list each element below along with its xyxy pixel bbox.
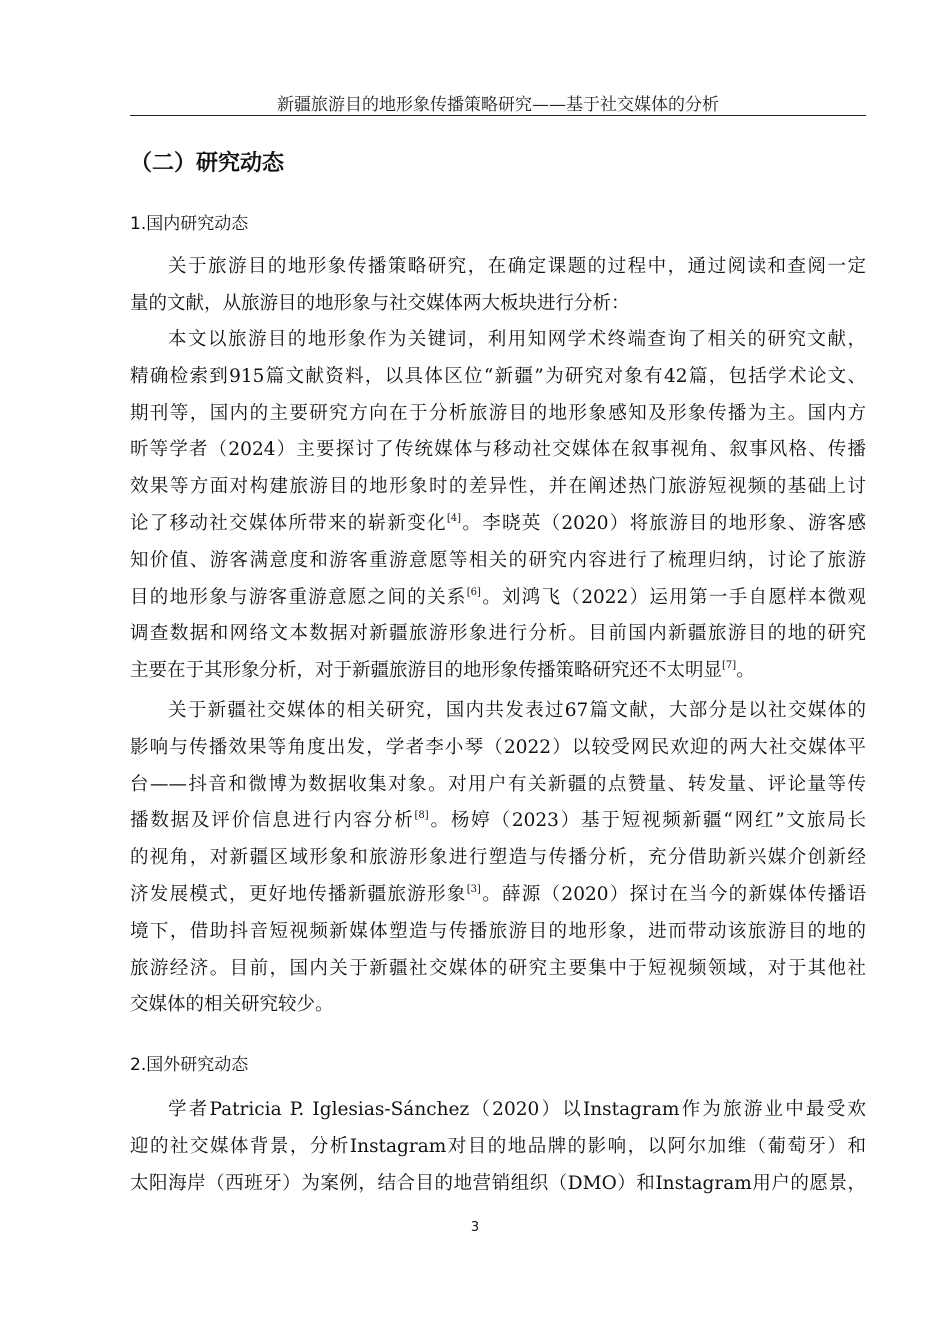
text-line: [130, 1166, 866, 1203]
text-segment: 。刘鸿飞（2022）运用第一手自愿样本微观: [480, 586, 866, 608]
running-header: 新疆旅游目的地形象传播策略研究——基于社交媒体的分析: [277, 95, 719, 115]
citation-ref: [8]: [414, 810, 429, 822]
text-segment: 关于旅游目的地形象传播策略研究，在确定课题的过程中，通过阅读和查阅一定: [168, 256, 866, 277]
text-line: [130, 987, 866, 1024]
text-line: [130, 803, 866, 840]
text-line: [130, 432, 866, 469]
text-line: [130, 359, 866, 396]
text-line: [130, 877, 866, 914]
text-segment: 精确检索到915篇文献资料，以具体区位“新疆”为研究对象有42篇，包括学术论文、: [130, 365, 866, 387]
subsection-title-domestic: 1.国内研究动态: [130, 214, 249, 234]
text-line: [130, 580, 866, 617]
text-line: [130, 653, 866, 690]
text-segment: 知价值、游客满意度和游客重游意愿等相关的研究内容进行了梳理归纳，讨论了旅游: [130, 549, 866, 571]
text-segment: 台——抖音和微博为数据收集对象。对用户有关新疆的点赞量、转发量、评论量等传: [130, 773, 866, 795]
paragraph: [130, 322, 866, 690]
text-line: [130, 322, 866, 359]
text-line: [130, 286, 866, 323]
text-segment: 旅游经济。目前，国内关于新疆社交媒体的研究主要集中于短视频领域，对于其他社: [130, 957, 866, 979]
text-line: [130, 249, 866, 286]
section-title: （二）研究动态: [130, 151, 285, 176]
text-segment: 的视角，对新疆区域形象和旅游形象进行塑造与传播分析，充分借助新兴媒介创新经: [130, 847, 866, 869]
text-segment: 影响与传播效果等角度出发，学者李小琴（2022）以较受网民欢迎的两大社交媒体平: [130, 736, 866, 758]
text-segment: 。薛源（2020）探讨在当今的新媒体传播语: [480, 883, 866, 905]
paragraph: [130, 249, 866, 323]
paragraph: [130, 693, 866, 1024]
citation-ref: [6]: [466, 586, 481, 598]
text-line: [130, 693, 866, 730]
citation-ref: [4]: [446, 512, 462, 524]
text-line: [130, 767, 866, 804]
text-segment: 调查数据和网络文本数据对新疆旅游形象进行分析。目前国内新疆旅游目的地的研究: [130, 623, 866, 645]
page-number: 3: [470, 1220, 480, 1235]
text-segment: 目的地形象与游客重游意愿之间的关系: [130, 586, 467, 608]
text-line: [130, 469, 866, 506]
text-line: [130, 1092, 866, 1129]
text-segment: 太阳海岸（西班牙）为案例，结合目的地营销组织（DMO）和Instagram用户的愿景，: [130, 1172, 866, 1194]
text-segment: 迎的社交媒体背景，分析Instagram对目的地品牌的影响，以阿尔加维（葡萄牙）和: [130, 1135, 866, 1157]
text-segment: 。: [736, 660, 755, 682]
header-rule: [130, 115, 866, 116]
text-segment: 济发展模式，更好地传播新疆旅游形象: [130, 883, 467, 905]
text-line: [130, 506, 866, 543]
text-segment: 主要在于其形象分析，对于新疆旅游目的地形象传播策略研究还不太明显: [130, 660, 723, 682]
subsection-title-foreign: 2.国外研究动态: [130, 1055, 249, 1075]
citation-ref: [3]: [466, 883, 481, 895]
text-segment: 关于新疆社交媒体的相关研究，国内共发表过67篇文献，大部分是以社交媒体的: [168, 700, 866, 721]
text-segment: 。李晓英（2020）将旅游目的地形象、游客感: [461, 512, 866, 534]
text-segment: 本文以旅游目的地形象作为关键词，利用知网学术终端查询了相关的研究文献，: [168, 329, 866, 350]
text-segment: 期刊等，国内的主要研究方向在于分析旅游目的地形象感知及形象传播为主。国内方: [130, 402, 866, 424]
text-line: [130, 840, 866, 877]
text-segment: 交媒体的相关研究较少。: [130, 994, 334, 1016]
text-line: [130, 543, 866, 580]
text-segment: 境下，借助抖音短视频新媒体塑造与传播旅游目的地形象，进而带动该旅游目的地的: [130, 920, 866, 942]
text-line: [130, 1129, 866, 1166]
paragraph: [130, 1092, 866, 1202]
text-line: [130, 396, 866, 433]
text-segment: 。杨婷（2023）基于短视频新疆“网红”文旅局长: [428, 810, 866, 832]
text-segment: 昕等学者（2024）主要探讨了传统媒体与移动社交媒体在叙事视角、叙事风格、传播: [130, 439, 866, 461]
text-line: [130, 951, 866, 988]
citation-ref: [7]: [722, 660, 737, 672]
text-segment: 效果等方面对构建旅游目的地形象时的差异性，并在阐述热门旅游短视频的基础上讨: [130, 476, 866, 498]
text-segment: 播数据及评价信息进行内容分析: [130, 810, 415, 832]
text-segment: 量的文献，从旅游目的地形象与社交媒体两大板块进行分析：: [130, 292, 630, 314]
text-line: [130, 914, 866, 951]
text-line: [130, 730, 866, 767]
text-segment: 论了移动社交媒体所带来的崭新变化: [130, 512, 447, 534]
text-segment: 学者Patricia P. Iglesias-Sánchez（2020）以Instagram作为旅游业中最受欢: [168, 1099, 866, 1120]
text-line: [130, 616, 866, 653]
